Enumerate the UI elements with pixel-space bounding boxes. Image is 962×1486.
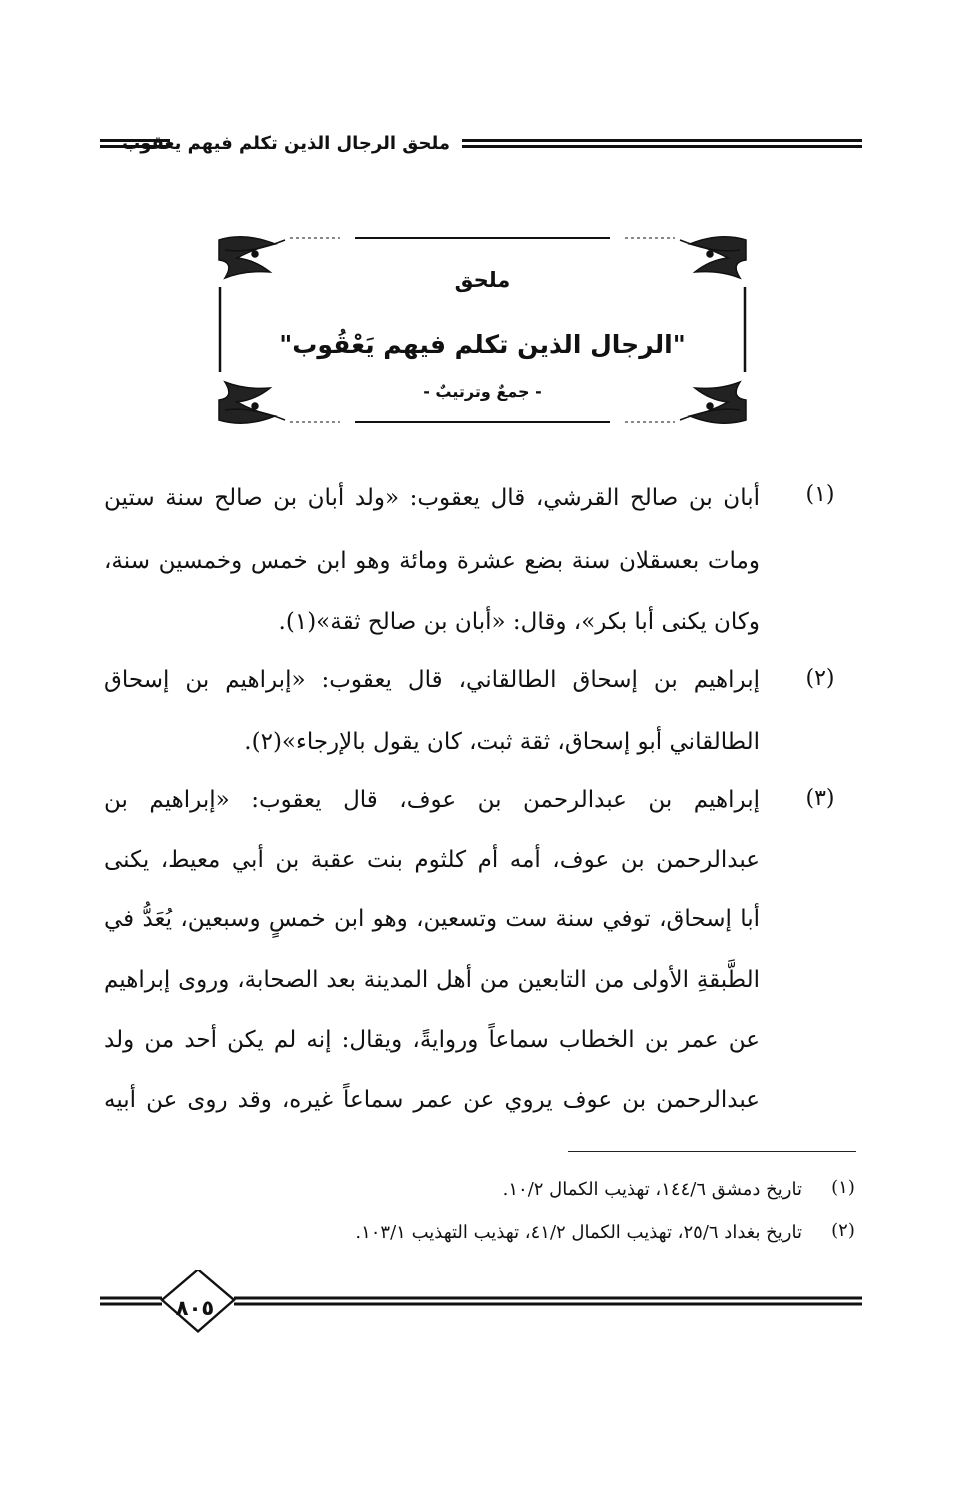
entry-line: أبان بن صالح القرشي، قال يعقوب: «ولد أبان بن صالح سنة ستين	[104, 485, 760, 511]
footnote-text: تاريخ بغداد ٢٥/٦، تهذيب الكمال ٤١/٢، تهذيب التهذيب ١٠٣/١.	[355, 1222, 802, 1243]
entry-number: (٣)	[805, 786, 835, 811]
entry-number: (٢)	[805, 666, 835, 691]
entry-line: عن عمر بن الخطاب سماعاً وروايةً، ويقال: إنه لم يكن أحد من ولد	[104, 1027, 760, 1053]
entry-line: الطَّبقةِ الأولى من التابعين من أهل المدينة بعد الصحابة، وروى إبراهيم	[104, 967, 760, 993]
entry-line: عبدالرحمن بن عوف، أمه أم كلثوم بنت عقبة بن أبي معيط، يكنى	[104, 847, 760, 873]
entry-line: وكان يكنى أبا بكر»، وقال: «أبان بن صالح ثقة»(١).	[278, 609, 760, 635]
page-number: ٨٠٥	[175, 1296, 215, 1320]
running-header-title: ملحق الرجال الذين تكلم فيهم يعقوب	[122, 133, 450, 154]
appendix-label: ملحق	[454, 268, 511, 292]
footnote-number: (٢)	[831, 1220, 855, 1241]
entry-line: إبراهيم بن إسحاق الطالقاني، قال يعقوب: «إبراهيم بن إسحاق	[104, 667, 760, 693]
header-rule-right-bottom	[462, 145, 862, 148]
entry-number: (١)	[805, 482, 835, 507]
appendix-subtitle: - جمعٌ وترتيبٌ -	[423, 382, 542, 401]
entry-line: عبدالرحمن بن عوف يروي عن عمر سماعاً غيره، وقد روى عن أبيه	[104, 1087, 760, 1113]
entry-line: ومات بعسقلان سنة بضع عشرة ومائة وهو ابن خمس وخمسين سنة،	[104, 548, 760, 574]
entry-line: الطالقاني أبو إسحاق، ثقة ثبت، كان يقول بالإرجاء»(٢).	[244, 729, 760, 755]
header-rule-right-top	[462, 139, 862, 142]
footnote-text: تاريخ دمشق ١٤٤/٦، تهذيب الكمال ١٠/٢.	[502, 1179, 802, 1200]
appendix-title: "الرجال الذين تكلم فيهم يَعْقُوب"	[279, 330, 686, 359]
footnote-number: (١)	[831, 1177, 855, 1198]
entry-line: إبراهيم بن عبدالرحمن بن عوف، قال يعقوب: «إبراهيم بن	[104, 787, 760, 813]
footnote-separator	[568, 1151, 856, 1152]
entry-line: أبا إسحاق، توفي سنة ست وتسعين، وهو ابن خمسٍ وسبعين، يُعَدُّ في	[104, 906, 760, 932]
